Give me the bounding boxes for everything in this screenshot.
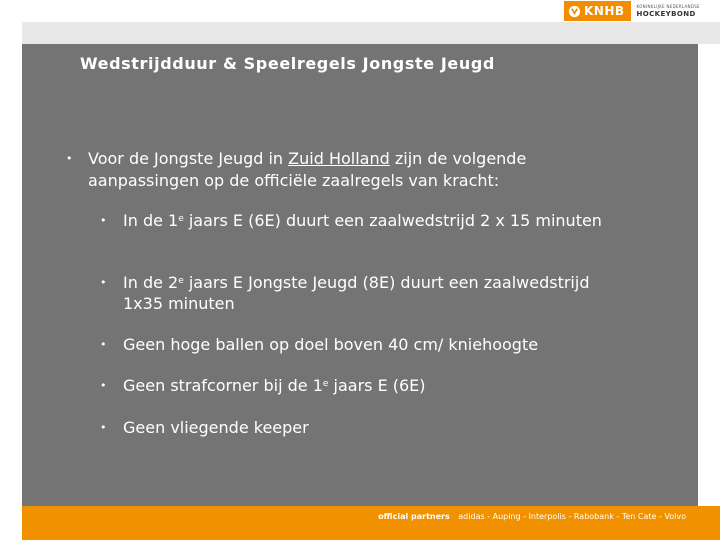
knhb-logo (564, 1, 631, 21)
bullet-dot-icon: • (100, 276, 107, 289)
header-band (22, 22, 720, 44)
rule-item-1 (100, 210, 620, 231)
org-name-small: KONINKLIJKE NEDERLANDSE (636, 3, 700, 9)
org-name (637, 5, 700, 18)
rule-text (123, 210, 620, 231)
bullet-dot-icon: • (100, 338, 107, 351)
rule-text-sup: e (178, 276, 184, 286)
rule-text: Geen hoge ballen op doel boven 40 cm/ kniehoogte (123, 335, 539, 354)
rule-item-4 (100, 375, 620, 396)
slide-body (22, 44, 698, 506)
bullet-dot-icon: • (66, 152, 73, 165)
rule-item-5 (100, 417, 620, 438)
bullet-dot-icon: • (100, 379, 107, 392)
rule-text-sup: e (178, 214, 184, 224)
rule-item-2 (100, 272, 620, 314)
rule-text-pre: In de 1 (123, 211, 179, 230)
slide-title: Wedstrijdduur & Speelregels Jongste Jeugd (80, 54, 495, 73)
rule-text-post: jaars E (6E) duurt een zaalwedstrijd 2 x 15 minuten (183, 211, 602, 230)
partners-lead: official partners (378, 512, 450, 521)
rule-text-sup: e (322, 379, 329, 389)
rule-text-pre: In de 2 (123, 273, 179, 292)
knhb-logo-text: KNHB (584, 4, 625, 18)
footer-bar (22, 506, 720, 540)
intro-text (88, 148, 626, 192)
org-name-big: HOCKEYBOND (636, 9, 696, 18)
rule-text-pre: Geen strafcorner bij de 1 (123, 376, 323, 395)
intro-part1: Voor de Jongste Jeugd in (88, 149, 289, 168)
partners-line (378, 512, 686, 521)
rule-text: Geen vliegende keeper (123, 418, 309, 437)
rule-text (123, 272, 620, 314)
rule-text (123, 375, 620, 396)
bullet-dot-icon: • (100, 421, 107, 434)
intro-bullet (66, 148, 626, 192)
rule-text-post: jaars E Jongste Jeugd (8E) duurt een zaalwedstrijd 1x35 minuten (123, 273, 590, 313)
rule-item-3 (100, 334, 620, 355)
rule-text-post: jaars E (6E) (328, 376, 426, 395)
knhb-emblem-icon (568, 5, 581, 18)
logo-area (558, 0, 720, 22)
zuid-holland-link[interactable]: Zuid Holland (288, 149, 390, 168)
bullet-dot-icon: • (100, 214, 107, 227)
intro-part2: zijn de volgende aanpassingen op de officiële zaalregels van kracht: (88, 149, 527, 190)
partners-list: adidas - Auping - Interpolis - Rabobank - Ten Cate - Volvo (458, 512, 686, 521)
